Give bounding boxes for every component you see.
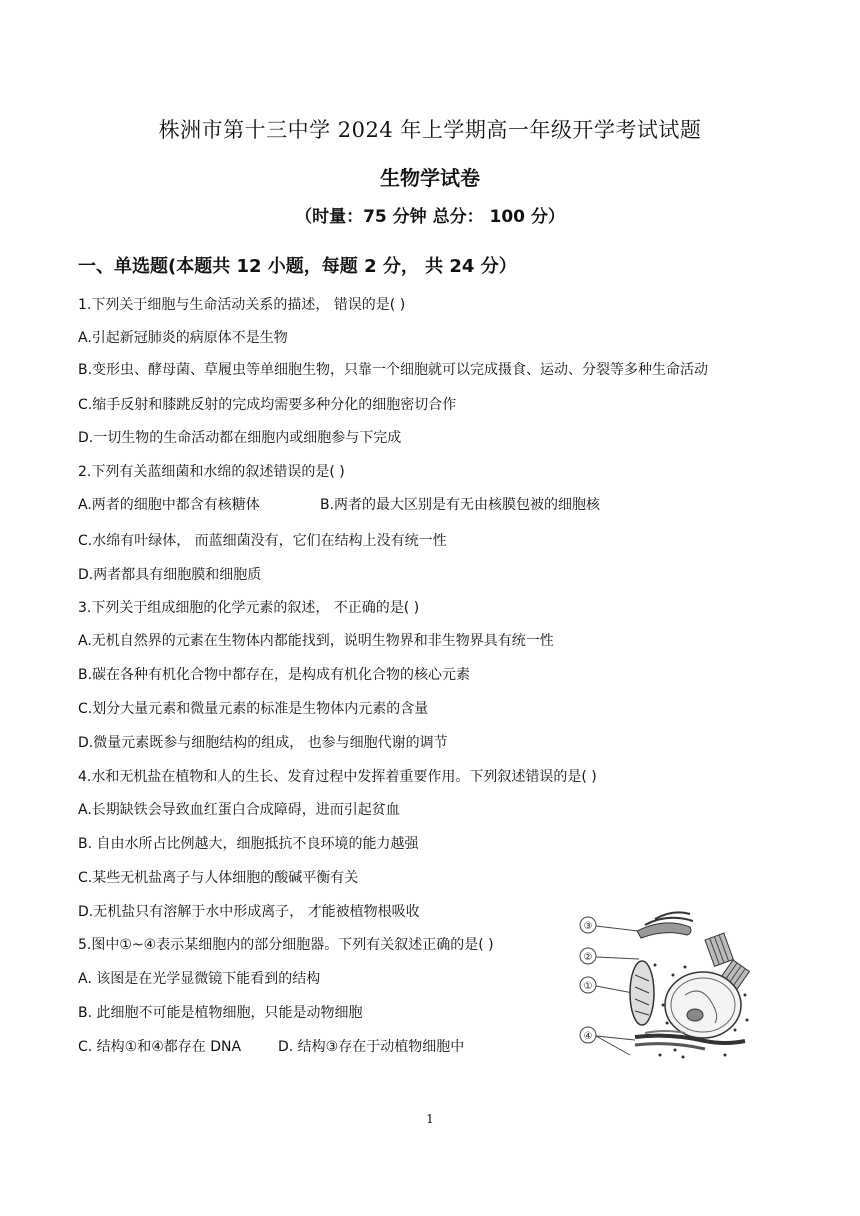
question-option: C.缩手反射和膝跳反射的完成均需要多种分化的细胞密切合作 [78,397,457,413]
question-option: D.无机盐只有溶解于水中形成离子， 才能被植物根吸收 [78,904,420,920]
question-option: D. 结构③存在于动植物细胞中 [278,1039,465,1055]
question-stem: 4.水和无机盐在植物和人的生长、发育过程中发挥着重要作用。下列叙述错误的是( ) [78,769,597,785]
question-option: B. 此细胞不可能是植物细胞，只能是动物细胞 [78,1005,363,1021]
question-option: B.两者的最大区别是有无由核膜包被的细胞核 [320,497,601,513]
question-option: D.一切生物的生命活动都在细胞内或细胞参与下完成 [78,430,402,446]
question-stem: 5.图中①~④表示某细胞内的部分细胞器。下列有关叙述正确的是( ) [78,937,494,953]
question-option: C.划分大量元素和微量元素的标准是生物体内元素的含量 [78,701,429,717]
figure-label-2: ② [583,952,593,963]
question-option: B. 自由水所占比例越大，细胞抵抗不良环境的能力越强 [78,836,419,852]
question-option: A.长期缺铁会导致血红蛋白合成障碍，进而引起贫血 [78,802,400,818]
question-option: B.碳在各种有机化合物中都存在，是构成有机化合物的核心元素 [78,667,471,683]
page-number: 1 [426,1112,434,1126]
exam-meta: （时量：75 分钟 总分： 100 分） [295,207,565,227]
question-stem: 3.下列关于组成细胞的化学元素的叙述， 不正确的是( ) [78,600,420,616]
figure-label-3: ③ [583,921,593,932]
figure-label-1: ① [583,981,593,992]
exam-title: 株洲市第十三中学 2024 年上学期高一年级开学考试试题 [158,118,702,142]
question-option: D.两者都具有细胞膜和细胞质 [78,567,262,583]
question-option: C.某些无机盐离子与人体细胞的酸碱平衡有关 [78,870,359,886]
question-option: A.引起新冠肺炎的病原体不是生物 [78,330,288,346]
exam-subtitle: 生物学试卷 [380,166,480,190]
question-option: C.水绵有叶绿体， 而蓝细菌没有，它们在结构上没有统一性 [78,533,447,549]
question-option: A.无机自然界的元素在生物体内都能找到，说明生物界和非生物界具有统一性 [78,633,554,649]
question-option: B.变形虫、酵母菌、草履虫等单细胞生物，只靠一个细胞就可以完成摄食、运动、分裂等多种生命活动 [78,362,709,378]
figure-label-4: ④ [583,1031,593,1042]
question-option: A. 该图是在光学显微镜下能看到的结构 [78,971,321,987]
question-option: C. 结构①和④都存在 DNA [78,1039,242,1055]
question-stem: 1.下列关于细胞与生命活动关系的描述， 错误的是( ) [78,297,406,313]
question-stem: 2.下列有关蓝细菌和水绵的叙述错误的是( ) [78,464,345,480]
section-heading: 一、单选题(本题共 12 小题，每题 2 分， 共 24 分） [78,256,517,277]
question-option: D.微量元素既参与细胞结构的组成， 也参与细胞代谢的调节 [78,735,448,751]
cell-organelle-figure [575,905,770,1070]
question-option: A.两者的细胞中都含有核糖体 [78,497,260,513]
